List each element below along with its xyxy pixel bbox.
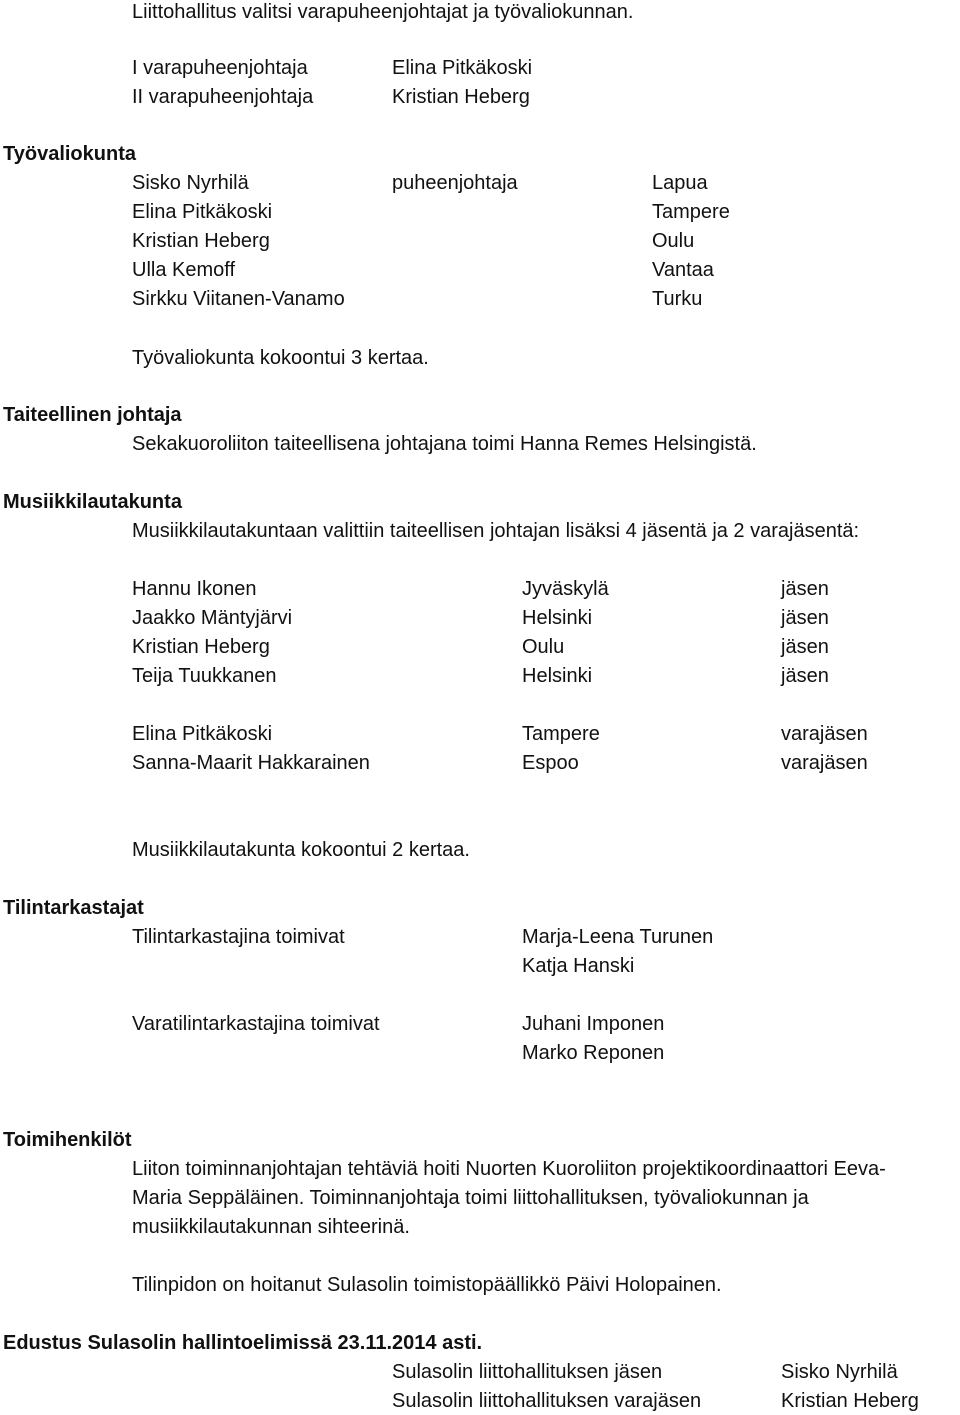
member-name: Kristian Heberg xyxy=(132,230,270,252)
member-city: Turku xyxy=(652,288,703,310)
section-heading-musiikkilautakunta: Musiikkilautakunta xyxy=(3,491,182,513)
meetings-text: Musiikkilautakunta kokoontui 2 kertaa. xyxy=(132,839,470,861)
member-city: Vantaa xyxy=(652,259,714,281)
vice-chair-role: I varapuheenjohtaja xyxy=(132,57,308,79)
representation-role: Sulasolin liittohallituksen varajäsen xyxy=(392,1390,702,1412)
member-city: Helsinki xyxy=(522,607,593,629)
member-name: Sisko Nyrhilä xyxy=(132,172,249,194)
member-name: Sirkku Viitanen-Vanamo xyxy=(132,288,345,310)
auditor-name: Marja-Leena Turunen xyxy=(522,926,714,948)
section-heading-taiteellinen-johtaja: Taiteellinen johtaja xyxy=(3,404,182,426)
staff-text-line: musiikkilautakunnan sihteerinä. xyxy=(132,1216,410,1238)
deputy-name: Elina Pitkäkoski xyxy=(132,723,273,745)
deputy-auditor-name: Juhani Imponen xyxy=(522,1013,665,1035)
member-name: Ulla Kemoff xyxy=(132,259,236,281)
deputy-city: Tampere xyxy=(522,723,600,745)
deputy-role: varajäsen xyxy=(781,752,868,774)
representation-role: Sulasolin liittohallituksen jäsen xyxy=(392,1361,663,1383)
staff-text-line: Liiton toiminnanjohtajan tehtäviä hoiti Nuorten Kuoroliiton projektikoordinaattori Eeva- xyxy=(132,1158,886,1180)
member-city: Tampere xyxy=(652,201,730,223)
member-city: Oulu xyxy=(652,230,695,252)
member-city: Lapua xyxy=(652,172,708,194)
member-city: Helsinki xyxy=(522,665,593,687)
member-name: Hannu Ikonen xyxy=(132,578,257,600)
section-heading-tilintarkastajat: Tilintarkastajat xyxy=(3,897,144,919)
member-role: jäsen xyxy=(781,607,829,629)
deputy-name: Sanna-Maarit Hakkarainen xyxy=(132,752,370,774)
member-name: Elina Pitkäkoski xyxy=(132,201,273,223)
representation-name: Sisko Nyrhilä xyxy=(781,1361,898,1383)
member-city: Jyväskylä xyxy=(522,578,609,600)
deputy-role: varajäsen xyxy=(781,723,868,745)
section-heading-toimihenkilot: Toimihenkilöt xyxy=(3,1129,132,1151)
deputy-auditor-name: Marko Reponen xyxy=(522,1042,665,1064)
auditor-name: Katja Hanski xyxy=(522,955,635,977)
member-name: Kristian Heberg xyxy=(132,636,270,658)
deputy-city: Espoo xyxy=(522,752,579,774)
auditors-label: Tilintarkastajina toimivat xyxy=(132,926,345,948)
member-role: jäsen xyxy=(781,665,829,687)
member-name: Teija Tuukkanen xyxy=(132,665,277,687)
meetings-text: Työvaliokunta kokoontui 3 kertaa. xyxy=(132,347,429,369)
vice-chair-name: Kristian Heberg xyxy=(392,86,530,108)
deputy-auditors-label: Varatilintarkastajina toimivat xyxy=(132,1013,380,1035)
representation-name: Kristian Heberg xyxy=(781,1390,919,1412)
bookkeeping-text: Tilinpidon on hoitanut Sulasolin toimistopäällikkö Päivi Holopainen. xyxy=(132,1274,722,1296)
artistic-director-text: Sekakuoroliiton taiteellisena johtajana toimi Hanna Remes Helsingistä. xyxy=(132,433,757,455)
intro-text: Liittohallitus valitsi varapuheenjohtajat ja työvaliokunnan. xyxy=(132,1,634,23)
section-heading-tyovaliokunta: Työvaliokunta xyxy=(3,143,136,165)
staff-text-line: Maria Seppäläinen. Toiminnanjohtaja toimi liittohallituksen, työvaliokunnan ja xyxy=(132,1187,809,1209)
vice-chair-name: Elina Pitkäkoski xyxy=(392,57,533,79)
member-name: Jaakko Mäntyjärvi xyxy=(132,607,293,629)
member-city: Oulu xyxy=(522,636,565,658)
music-committee-intro: Musiikkilautakuntaan valittiin taiteellisen johtajan lisäksi 4 jäsentä ja 2 varajäsentä: xyxy=(132,520,860,542)
member-role: jäsen xyxy=(781,578,829,600)
member-role: puheenjohtaja xyxy=(392,172,518,194)
vice-chair-role: II varapuheenjohtaja xyxy=(132,86,314,108)
member-role: jäsen xyxy=(781,636,829,658)
section-heading-edustus: Edustus Sulasolin hallintoelimissä 23.11.2014 asti. xyxy=(3,1332,483,1354)
